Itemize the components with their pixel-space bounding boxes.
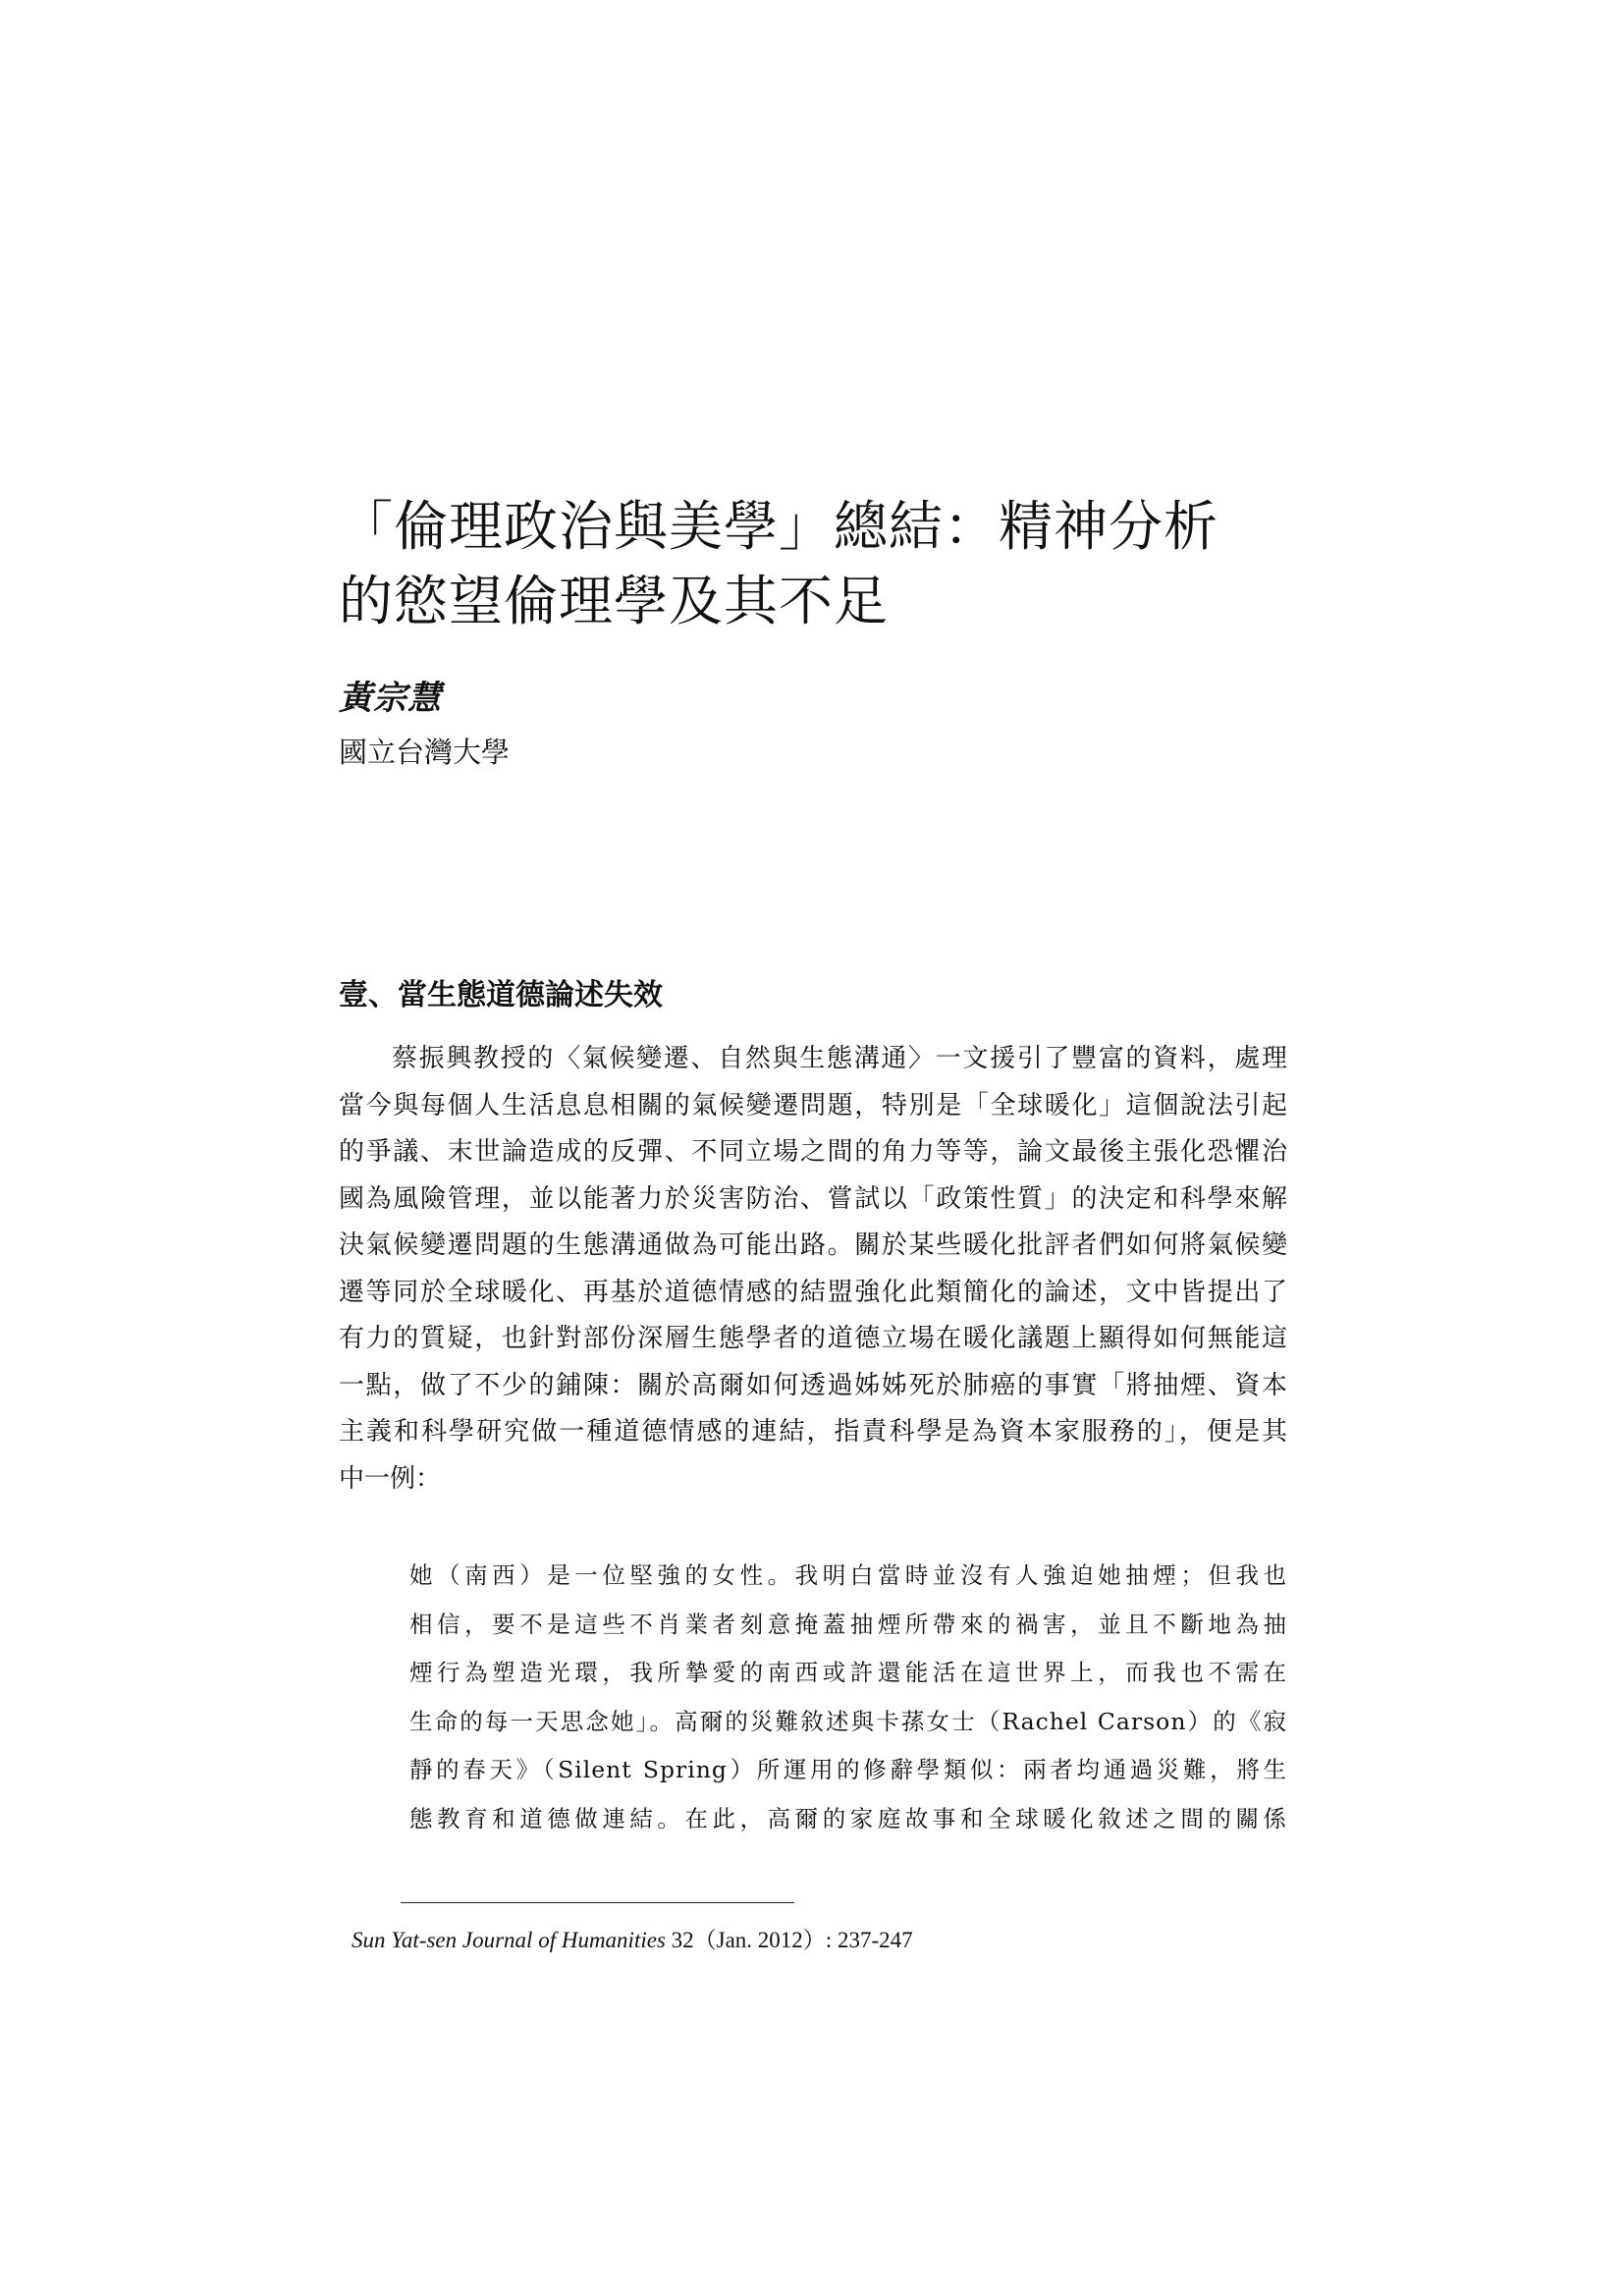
paragraph-line: 有力的質疑，也針對部份深層生態學者的道德立場在暖化議題上顯得如何無能這 xyxy=(339,1324,1287,1353)
section-heading: 壹、當生態道德論述失效 xyxy=(339,978,663,1012)
paragraph-line: 中一例： xyxy=(339,1463,442,1494)
paragraph-line: 一點，做了不少的鋪陳：關於高爾如何透過姊姊死於肺癌的事實「將抽煙、資本 xyxy=(339,1370,1287,1400)
quote-line: 靜的春天》（Silent Spring）所運用的修辭學類似：兩者均通過災難，將生 xyxy=(409,1756,1287,1783)
paragraph-line: 決氣候變遷問題的生態溝通做為可能出路。關於某些暖化批評者們如何將氣候變 xyxy=(339,1230,1287,1260)
paragraph-line: 蔡振興教授的〈氣候變遷、自然與生態溝通〉一文援引了豐富的資料，處理 xyxy=(392,1044,1287,1073)
footnote-divider xyxy=(401,1902,794,1903)
article-title-line-2: 的慾望倫理學及其不足 xyxy=(339,570,890,632)
quote-line: 相信，要不是這些不肖業者刻意掩蓋抽煙所帶來的禍害，並且不斷地為抽 xyxy=(409,1610,1287,1638)
paragraph-line: 遷等同於全球暖化、再基於道德情感的結盟強化此類簡化的論述，文中皆提出了 xyxy=(339,1277,1287,1307)
quote-line: 她（南西）是一位堅強的女性。我明白當時並沒有人強迫她抽煙；但我也 xyxy=(409,1561,1287,1589)
paragraph-line: 主義和科學研究做一種道德情感的連結，指責科學是為資本家服務的」，便是其 xyxy=(339,1417,1287,1447)
paragraph-line: 的爭議、末世論造成的反彈、不同立場之間的角力等等，論文最後主張化恐懼治 xyxy=(339,1137,1287,1167)
author-affiliation: 國立台灣大學 xyxy=(339,736,511,769)
block-quote xyxy=(409,1552,1287,1843)
paragraph-line: 國為風險管理，並以能著力於災害防治、嘗試以「政策性質」的決定和科學來解 xyxy=(339,1183,1287,1214)
journal-citation xyxy=(352,1922,913,1954)
quote-line: 態教育和道德做連結。在此，高爾的家庭故事和全球暖化敘述之間的關係 xyxy=(409,1804,1287,1832)
journal-name: Sun Yat-sen Journal of Humanities xyxy=(352,1928,666,1952)
body-paragraph xyxy=(339,1036,1287,1503)
author-name: 黃宗慧 xyxy=(339,679,442,718)
article-title-line-1: 「倫理政治與美學」總結：精神分析 xyxy=(339,495,1219,558)
journal-issue: 32（Jan. 2012）: 237-247 xyxy=(665,1928,913,1952)
quote-line: 生命的每一天思念她」。高爾的災難敘述與卡蓀女士（Rachel Carson）的《寂 xyxy=(409,1707,1287,1735)
paragraph-line: 當今與每個人生活息息相關的氣候變遷問題，特別是「全球暖化」這個說法引起 xyxy=(339,1090,1287,1121)
article-title xyxy=(339,489,1321,638)
quote-line: 煙行為塑造光環，我所摯愛的南西或許還能活在這世界上，而我也不需在 xyxy=(409,1659,1287,1686)
